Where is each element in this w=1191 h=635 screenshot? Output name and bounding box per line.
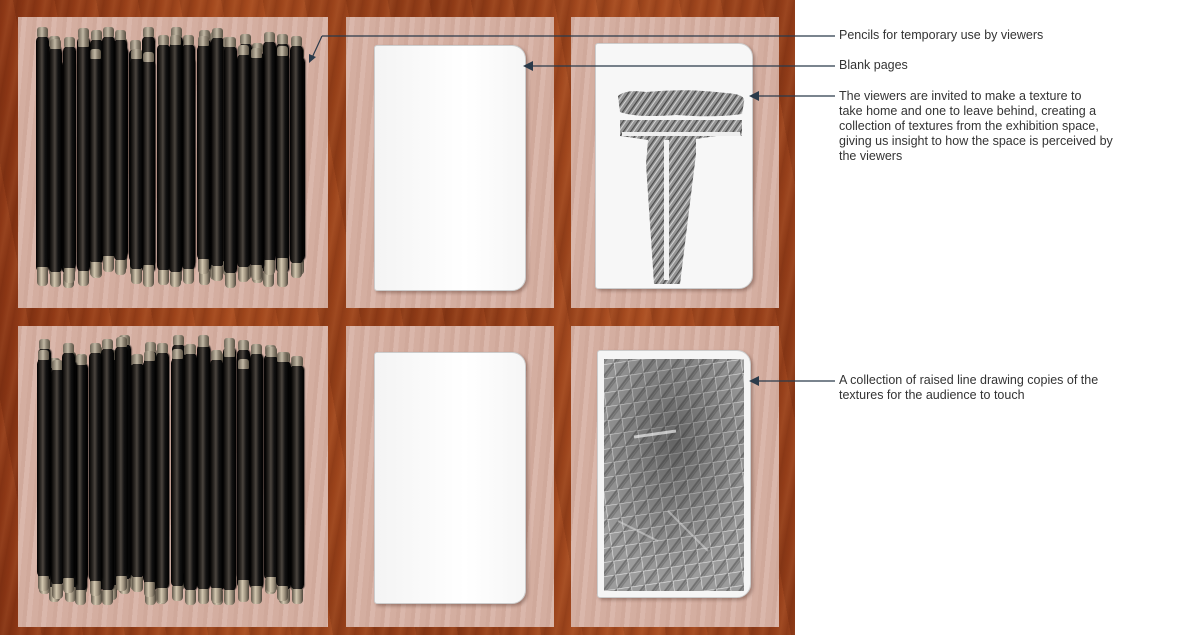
texture-page-tray-top	[571, 17, 779, 308]
pencil	[276, 55, 289, 259]
pencil	[62, 352, 75, 579]
pencil	[290, 45, 303, 264]
pencil	[184, 353, 197, 592]
blank-page-bottom	[374, 352, 526, 604]
pencil	[157, 44, 170, 272]
annotation-invite-line: the viewers	[839, 149, 903, 163]
blank-page-top	[374, 45, 526, 291]
pencil	[36, 36, 49, 269]
pencil-tray-bottom	[18, 326, 328, 627]
pencil	[263, 41, 276, 260]
pencil	[130, 58, 143, 270]
pencil	[89, 352, 102, 582]
blank-page-tray-bottom	[346, 326, 554, 627]
annotation-raised-line	[839, 373, 1169, 403]
pencil	[102, 36, 115, 257]
annotation-pencils: Pencils for temporary use by viewers	[839, 28, 1044, 42]
pencil	[63, 46, 76, 269]
pencil	[77, 46, 90, 272]
pencil	[197, 346, 210, 591]
pencil	[156, 352, 169, 590]
annotation-raised-line-line: textures for the audience to touch	[839, 388, 1025, 402]
annotation-invite-line: giving us insight to how the space is perceived by	[839, 134, 1113, 148]
pencil	[197, 45, 210, 260]
pencil	[131, 363, 144, 578]
t-shaped-texture-rubbing	[596, 44, 752, 288]
pencil	[291, 365, 304, 591]
pencil	[224, 46, 237, 274]
pencil	[142, 61, 155, 266]
pencil	[250, 57, 263, 266]
blank-page-tray-top	[346, 17, 554, 308]
grid-texture-rubbing	[598, 351, 750, 597]
pencil	[49, 48, 62, 272]
annotation-invite-line: The viewers are invited to make a texture to	[839, 89, 1082, 103]
annotation-raised-line-line: A collection of raised line drawing copies of the	[839, 373, 1099, 387]
annotation-invite-line: take home and one to leave behind, creating a	[839, 104, 1097, 118]
annotation-invite-line: collection of textures from the exhibition space,	[839, 119, 1099, 133]
texture-rubbing-page-bottom	[597, 350, 751, 598]
pencil	[250, 353, 263, 587]
pencil	[89, 58, 102, 264]
annotation-blank-pages: Blank pages	[839, 58, 908, 72]
pencil	[237, 54, 250, 268]
pencil	[182, 44, 195, 270]
pencil	[210, 359, 223, 590]
pencil	[115, 346, 128, 576]
pencil	[237, 368, 250, 581]
pencil	[223, 356, 236, 591]
pencil	[114, 39, 127, 261]
texture-rubbing-page-top	[595, 43, 753, 289]
pencil-tray-top	[18, 17, 328, 308]
pencil	[169, 44, 182, 272]
pencil	[143, 360, 156, 583]
annotation-invite	[839, 89, 1169, 164]
pencil	[276, 361, 289, 588]
texture-page-tray-bottom	[571, 326, 779, 627]
pencil	[37, 359, 50, 577]
pencil	[101, 348, 114, 592]
